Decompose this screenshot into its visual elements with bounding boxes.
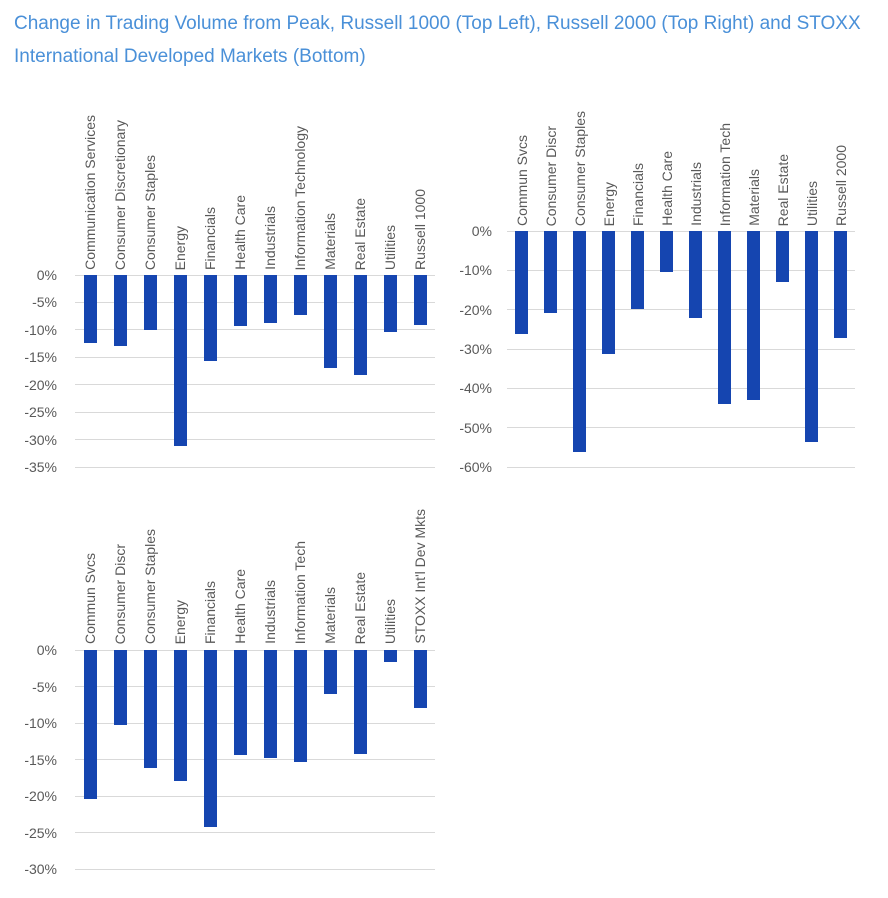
bar [84,650,97,799]
y-tick-label: -15% [24,349,57,366]
gridline [507,231,855,232]
gridline [507,467,855,468]
bar [324,275,337,368]
bar [294,275,307,315]
category-axis-russell-1000 [75,95,435,272]
gridline [75,329,435,330]
y-tick-label: -25% [24,404,57,421]
gridline [507,270,855,271]
bar [544,231,557,313]
category-label: Commun Svcs [82,552,98,644]
bar [324,650,337,694]
bar [354,275,367,375]
gridline [507,349,855,350]
bar [294,650,307,762]
gridline [75,869,435,870]
bar [114,650,127,725]
y-tick-label: -30% [459,341,492,357]
category-label: Industrials [687,162,704,226]
y-tick-label: -35% [24,459,57,475]
y-tick-label: 0% [471,223,492,239]
gridline [75,832,435,833]
y-tick-label: 0% [36,267,57,283]
category-label: Health Care [232,195,248,270]
y-tick-label: -30% [24,861,57,877]
gridline [75,723,435,724]
gridline [507,427,855,428]
y-tick-label: -20% [459,301,492,318]
category-label: Real Estate [774,153,791,226]
y-tick-label: -20% [24,788,57,804]
value-axis-stoxx [14,642,67,877]
gridline [75,357,435,358]
category-label: Materials [745,169,762,226]
y-tick-label: -10% [24,715,57,731]
bar [660,231,673,272]
category-axis-stoxx [75,498,435,646]
bar [384,275,397,332]
category-label: Utilities [382,224,398,270]
bar [414,650,427,708]
gridline [75,275,435,276]
gridline [75,412,435,413]
gridline [507,388,855,389]
gridline [75,759,435,760]
gridline [75,384,435,385]
bar [264,275,277,323]
category-label: Financials [629,162,646,226]
bar [174,275,187,446]
category-label: Communication Services [82,115,98,270]
bar [174,650,187,781]
y-tick-label: 0% [36,642,57,658]
bar [114,275,127,346]
y-tick-label: -30% [24,431,57,448]
y-tick-label: -40% [459,380,492,397]
category-label: Utilities [382,598,398,644]
chart-stoxx-intl-dev-mkts [14,498,460,892]
category-label: Energy [172,599,188,644]
category-label: Industrials [262,206,278,270]
category-label: Utilities [803,180,820,226]
bar [573,231,586,452]
category-label: Health Care [658,151,675,226]
category-label: Industrials [262,580,278,644]
category-label: Consumer Discr [542,125,559,226]
bar [834,231,847,338]
category-label: Materials [322,587,338,644]
category-axis-russell-2000 [507,95,855,228]
y-tick-label: -10% [24,321,57,338]
category-label: Energy [600,181,617,226]
y-tick-label: -50% [459,419,492,436]
category-label: Consumer Discretionary [112,119,128,270]
y-tick-label: -15% [24,751,57,768]
category-label: Russell 1000 [412,189,428,270]
bar [204,275,217,361]
category-label: Information Tech [292,540,308,644]
bar [747,231,760,400]
category-label: Financials [202,206,218,270]
bar [144,650,157,768]
plot-area-russell-1000 [75,275,435,467]
category-label: Real Estate [352,571,368,644]
category-label: Consumer Staples [142,528,158,644]
y-tick-label: -5% [32,678,57,695]
category-label: Health Care [232,569,248,644]
category-label: Materials [322,213,338,270]
bar [776,231,789,282]
bar [264,650,277,758]
bar [234,275,247,326]
category-label: Russell 2000 [832,145,849,226]
y-tick-label: -60% [459,459,492,475]
y-tick-label: -10% [459,262,492,279]
category-label: Information Tech [716,122,733,226]
category-label: Consumer Staples [571,110,588,226]
bar [689,231,702,318]
bar [515,231,528,334]
plot-area-russell-2000 [507,231,855,467]
value-axis-russell-1000 [14,267,67,475]
page-title: Change in Trading Volume from Peak, Russell 1000 (Top Left), Russell 2000 (Top Right) and STOXX International Developed Markets (Bottom) [14,13,861,67]
bar [805,231,818,442]
y-tick-label: -5% [32,294,57,311]
y-tick-label: -25% [24,824,57,841]
plot-area-stoxx [75,650,435,869]
category-label: STOXX Int'l Dev Mkts [412,509,428,644]
category-label: Consumer Staples [142,154,158,270]
category-label: Financials [202,580,218,644]
bar [602,231,615,354]
gridline [75,467,435,468]
bar [718,231,731,404]
gridline [75,796,435,797]
chart-russell-2000 [459,95,888,475]
gridline [75,686,435,687]
gridline [75,439,435,440]
bar [84,275,97,343]
bar [204,650,217,827]
chart-russell-1000 [14,95,460,475]
category-label: Consumer Discr [112,543,128,644]
category-label: Energy [172,225,188,270]
value-axis-russell-2000 [459,223,502,475]
y-tick-label: -20% [24,376,57,393]
gridline [507,309,855,310]
bar [631,231,644,309]
category-label: Information Technology [292,125,308,270]
gridline [75,302,435,303]
bar [414,275,427,325]
gridline [75,650,435,651]
category-label: Commun Svcs [513,134,530,226]
bar [354,650,367,754]
bar [384,650,397,662]
bar [144,275,157,330]
bar [234,650,247,755]
category-label: Real Estate [352,197,368,270]
